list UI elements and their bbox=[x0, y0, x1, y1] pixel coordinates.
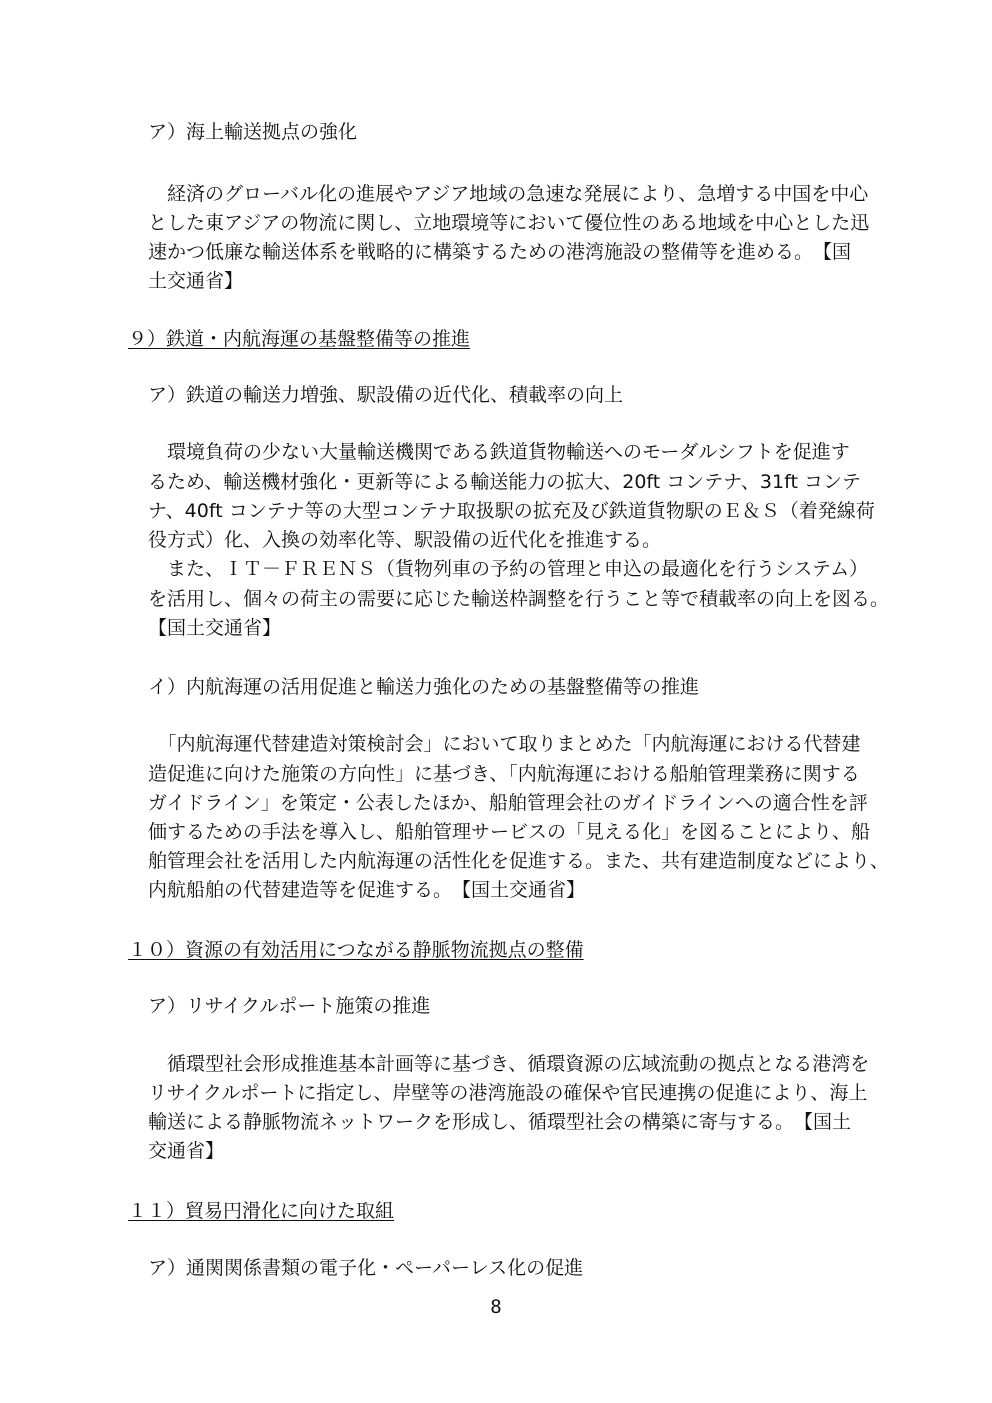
section9-i-line-5: 舶管理会社を活用した内航海運の活性化を促進する。また、共有建造制度などにより、 bbox=[148, 850, 890, 872]
section11-title: １１）貿易円滑化に向けた取組 bbox=[128, 1200, 395, 1222]
block1-line-1: 経済のグローバル化の進展やアジア地域の急速な発展により、急増する中国を中心 bbox=[148, 183, 869, 205]
section9-a-line-5: また、ＩＴ－ＦＲＥＮＳ（貨物列車の予約の管理と申込の最適化を行うシステム） bbox=[148, 558, 869, 580]
block1-heading: ア）海上輸送拠点の強化 bbox=[148, 121, 358, 143]
section10-a-heading: ア）リサイクルポート施策の推進 bbox=[148, 995, 431, 1017]
section9-a-line-4: 役方式）化、入換の効率化等、駅設備の近代化を推進する。 bbox=[148, 529, 662, 551]
section9-a-line-1: 環境負荷の少ない大量輸送機関である鉄道貨物輸送へのモーダルシフトを促進す bbox=[148, 441, 850, 463]
section9-i-line-2: 造促進に向けた施策の方向性」に基づき、「内航海運における船舶管理業務に関する bbox=[148, 763, 860, 785]
section9-title: ９）鉄道・内航海運の基盤整備等の推進 bbox=[128, 328, 471, 350]
section10-a-line-4: 交通省】 bbox=[148, 1140, 225, 1162]
section9-a-line-6: を活用し、個々の荷主の需要に応じた輸送枠調整を行うこと等で積載率の向上を図る。 bbox=[148, 588, 890, 610]
section10-a-line-3: 輸送による静脈物流ネットワークを形成し、循環型社会の構築に寄与する。 【国土 bbox=[148, 1111, 852, 1133]
section9-a-heading: ア）鉄道の輸送力増強、駅設備の近代化、積載率の向上 bbox=[148, 384, 624, 406]
section9-a-line-2: るため、輸送機材強化・更新等による輸送能力の拡大、20ft コンテナ、31ft コンテ bbox=[148, 471, 861, 493]
section9-i-line-1: 「内航海運代替建造対策検討会」において取りまとめた「内航海運における代替建 bbox=[148, 733, 861, 755]
page-number: 8 bbox=[490, 1296, 502, 1318]
block1-line-4: 土交通省】 bbox=[148, 270, 244, 292]
section9-i-line-3: ガイドライン」を策定・公表したほか、船舶管理会社のガイドラインへの適合性を評 bbox=[148, 792, 868, 814]
section10-a-line-1: 循環型社会形成推進基本計画等に基づき、循環資源の広域流動の拠点となる港湾を bbox=[148, 1053, 870, 1075]
section10-a-line-2: リサイクルポートに指定し、岸壁等の港湾施設の確保や官民連携の促進により、海上 bbox=[148, 1082, 868, 1104]
section9-a-line-7: 【国土交通省】 bbox=[148, 617, 282, 639]
section9-i-line-6: 内航船舶の代替建造等を促進する。 【国土交通省】 bbox=[148, 879, 586, 901]
section10-title: １０）資源の有効活用につながる静脈物流拠点の整備 bbox=[128, 939, 584, 961]
section11-a-heading: ア）通関関係書類の電子化・ペーパーレス化の促進 bbox=[148, 1257, 584, 1279]
section9-i-line-4: 価するための手法を導入し、船舶管理サービスの「見える化」を図ることにより、船 bbox=[148, 821, 871, 843]
block1-line-2: とした東アジアの物流に関し、立地環境等において優位性のある地域を中心とした迅 bbox=[148, 212, 870, 234]
section9-a-line-3: ナ、40ft コンテナ等の大型コンテナ取扱駅の拡充及び鉄道貨物駅のＥ＆Ｓ（着発線荷 bbox=[148, 500, 875, 522]
section9-i-heading: イ）内航海運の活用促進と輸送力強化のための基盤整備等の推進 bbox=[148, 676, 700, 698]
block1-line-3: 速かつ低廉な輸送体系を戦略的に構築するための港湾施設の整備等を進める。 【国 bbox=[148, 241, 852, 263]
